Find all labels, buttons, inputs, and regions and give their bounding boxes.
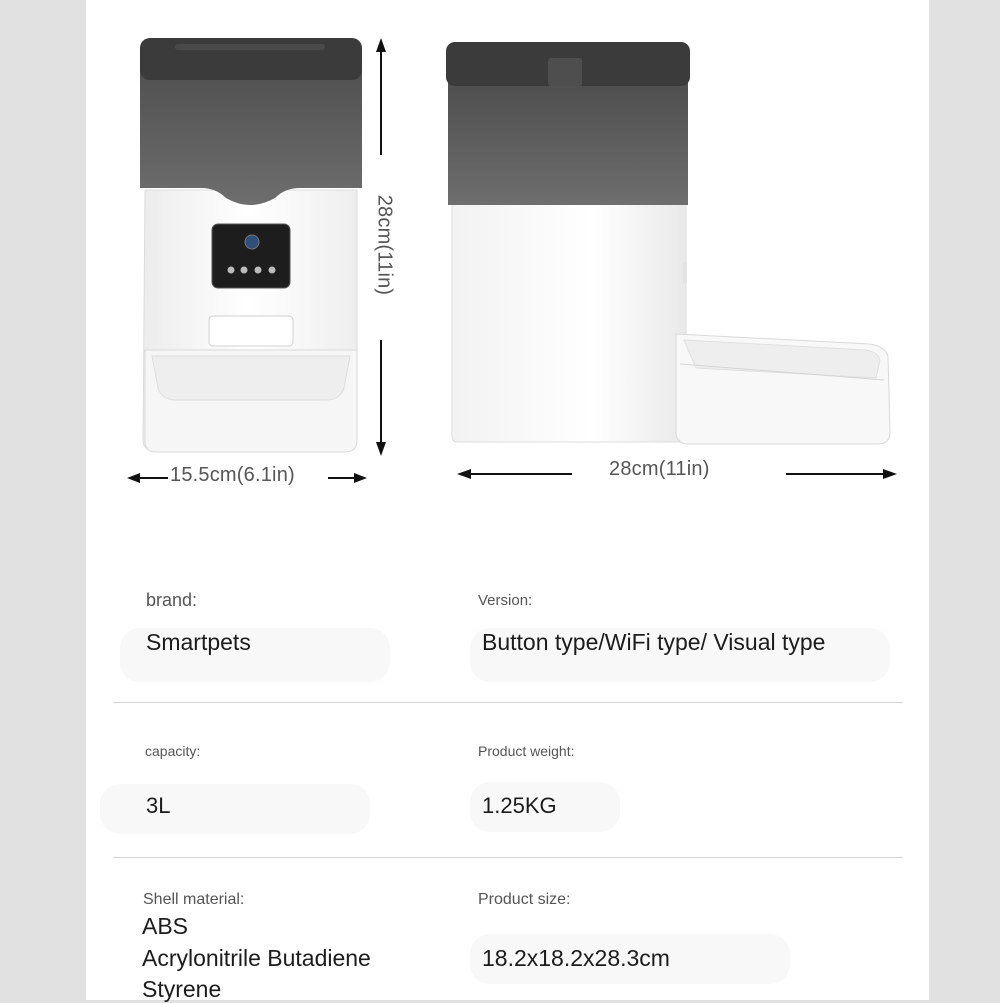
weight-label: Product weight: [478, 743, 575, 759]
shell-material-label: Shell material: [143, 891, 245, 908]
food-outlet [209, 316, 293, 346]
capacity-value: 3L [146, 793, 171, 818]
power-button-icon [228, 267, 235, 274]
product-size-label: Product size: [478, 891, 571, 908]
menu-button-icon [269, 267, 276, 274]
brand-label: brand: [146, 590, 198, 610]
shell-material-value-line3: Styrene [142, 976, 222, 1002]
shell-material-value-line2: Acrylonitrile Butadiene [142, 945, 371, 971]
weight-value: 1.25KG [482, 793, 557, 818]
spec-divider-1 [113, 702, 903, 703]
brand-value: Smartpets [146, 629, 251, 655]
capacity-label: capacity: [145, 743, 201, 759]
width-dimension-label: 15.5cm(6.1in) [170, 464, 295, 486]
front-view-feeder [140, 38, 362, 452]
product-size-value: 18.2x18.2x28.3cm [482, 945, 670, 971]
shell-material-value-line1: ABS [142, 913, 189, 939]
side-view-feeder [446, 42, 890, 444]
lid-latch [548, 58, 582, 86]
version-value: Button type/WiFi type/ Visual type [482, 629, 826, 655]
version-label: Version: [478, 592, 533, 609]
height-dimension-label: 28cm(11in) [373, 194, 396, 296]
depth-dimension-label: 28cm(11in) [609, 458, 710, 480]
spec-divider-2 [113, 857, 903, 858]
record-button-icon [255, 267, 262, 274]
capacity-value-background [100, 784, 370, 834]
camera-icon [245, 235, 259, 249]
control-panel [212, 224, 290, 288]
feed-button-icon [241, 267, 248, 274]
